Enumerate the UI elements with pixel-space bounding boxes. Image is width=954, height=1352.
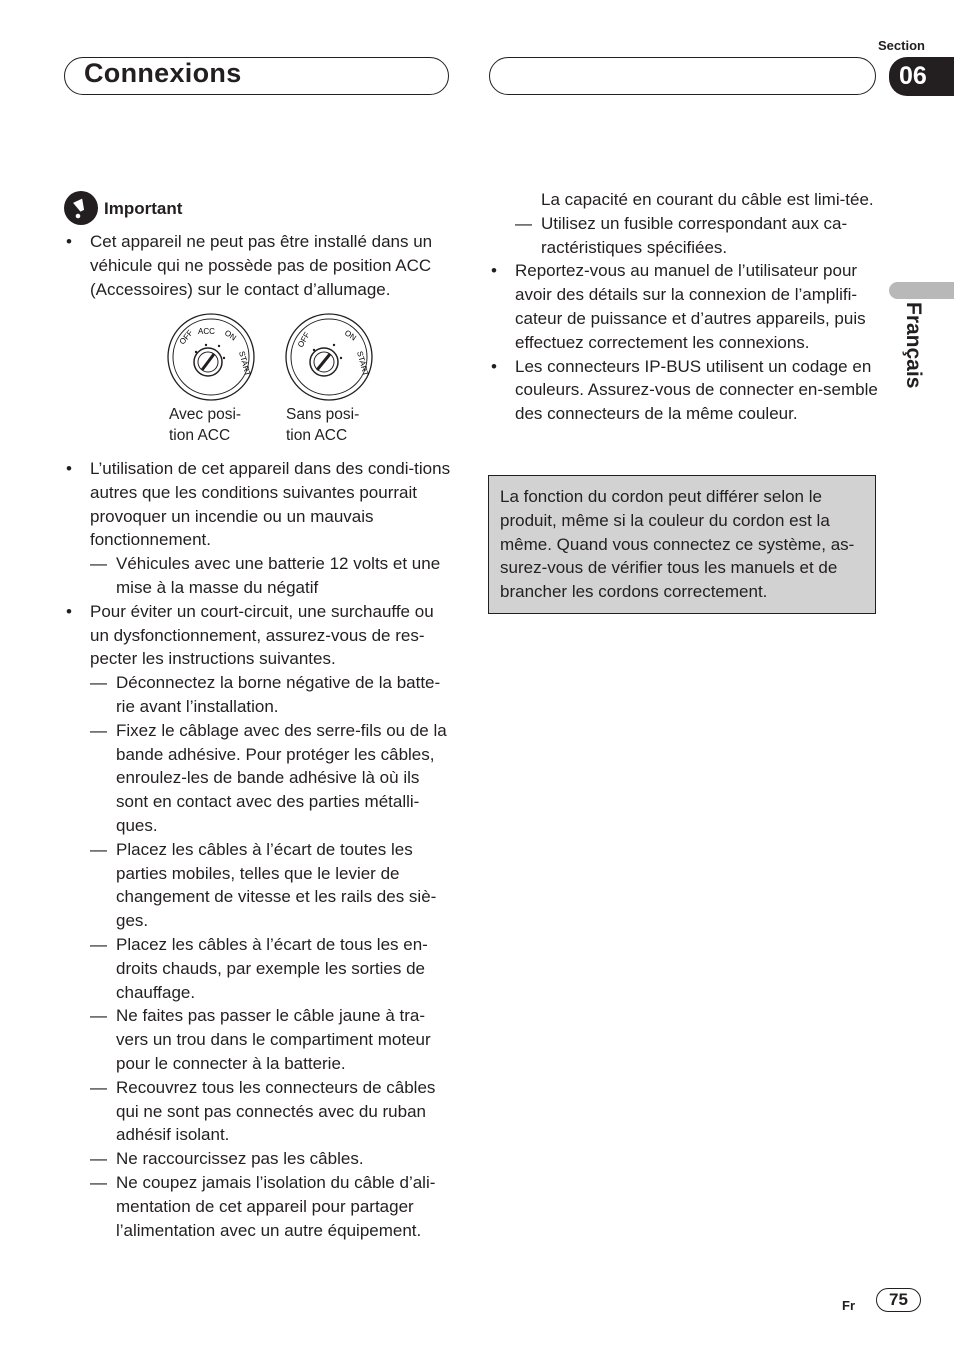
list-item: • L’utilisation de cet appareil dans des condi-tions autres que les conditions suivantes pourrait provoquer un incendie ou un mauvais fonctionnement. — [64, 457, 456, 552]
dash-item: — Fixez le câblage avec des serre-fils ou de la bande adhésive. Pour protéger les câbles, enroulez-les de bande adhésive là où ils sont en contact avec des parties métalli-ques. — [90, 720, 447, 835]
page-number: 75 — [876, 1288, 921, 1312]
dash-item: — Placez les câbles à l’écart de toutes les parties mobiles, telles que le levier de changement de vitesse et les rails des siè-ges. — [90, 839, 437, 931]
list-item: • Cet appareil ne peut pas être installé dans un véhicule qui ne possède pas de position ACC (Accessoires) sur le contact d’allumage. — [64, 230, 456, 301]
dash-item: — Véhicules avec une batterie 12 volts et une mise à la masse du négatif — [90, 554, 441, 597]
list-item: • Les connecteurs IP-BUS utilisent un codage en couleurs. Assurez-vous de connecter en-semble des connecteurs de la même couleur. — [489, 355, 879, 426]
caption-without-acc: Sans posi- tion ACC — [286, 406, 360, 444]
caption-with-acc: Avec posi- tion ACC — [169, 406, 242, 444]
section-label: Section — [878, 38, 925, 53]
switch1-label-on: ON — [222, 328, 238, 343]
dash-item: — Déconnectez la borne négative de la batte-rie avant l’installation. — [90, 673, 441, 716]
dash-item: — Placez les câbles à l’écart de tous les en-droits chauds, par exemple les sorties de chauffage. — [90, 934, 428, 1002]
switch1-label-start: START — [237, 350, 253, 378]
page-title: Connexions — [84, 58, 242, 88]
ignition-switch-without-acc — [286, 314, 372, 400]
dash-item: — Ne raccourcissez pas les câbles. — [90, 1149, 364, 1169]
continuation-text: La capacité en courant du câble est limi-tée. — [541, 190, 874, 209]
switch2-label-start: START — [355, 350, 371, 378]
ignition-switch-with-acc — [168, 314, 254, 400]
right-list — [489, 188, 879, 426]
header-blank-frame — [489, 57, 876, 95]
dash-item: — Ne faites pas passer le câble jaune à tra-vers un trou dans le compartiment moteur pour le connecter à la batterie. — [90, 1006, 431, 1073]
footer-language-code: Fr — [842, 1298, 855, 1313]
switch1-label-acc: ACC — [198, 327, 215, 336]
dash-item: — Utilisez un fusible correspondant aux ca-ractéristiques spécifiées. — [515, 213, 848, 257]
list-item: • Reportez-vous au manuel de l’utilisateur pour avoir des détails sur la connexion de l’amplifi-cateur de puissance et d’autres appareils, puis effectuez correctement les connexions. — [489, 259, 879, 354]
left-intro — [64, 230, 456, 301]
ignition-switches-svg — [164, 312, 379, 402]
switch2-label-on: ON — [342, 328, 358, 343]
list-item: • Pour éviter un court-circuit, une surchauffe ou un dysfonctionnement, assurez-vous de res-pecter les instructions suivantes. — [64, 600, 456, 671]
dash-item: — Ne coupez jamais l’isolation du câble d’ali-mentation de cet appareil pour partager l’alimentation avec un autre équipement. — [90, 1172, 436, 1240]
dash-item: — Recouvrez tous les connecteurs de câbles qui ne sont pas connectés avec du ruban adhésif isolant. — [90, 1077, 436, 1145]
switch2-label-off: OFF — [295, 330, 312, 349]
ignition-diagram — [164, 312, 379, 452]
language-label: Français — [902, 302, 925, 389]
left-main-list — [64, 457, 456, 1242]
switch1-label-off: OFF — [177, 328, 195, 347]
important-heading: Important — [104, 199, 183, 218]
important-icon — [64, 191, 98, 225]
note-box: La fonction du cordon peut différer selon le produit, même si la couleur du cordon est la même. Quand vous connectez ce système, as-surez-vous de vérifier tous les manuels et de brancher les cordons correctement. — [488, 475, 876, 614]
section-number-tab: 06 — [889, 57, 954, 96]
language-tab — [889, 282, 954, 299]
